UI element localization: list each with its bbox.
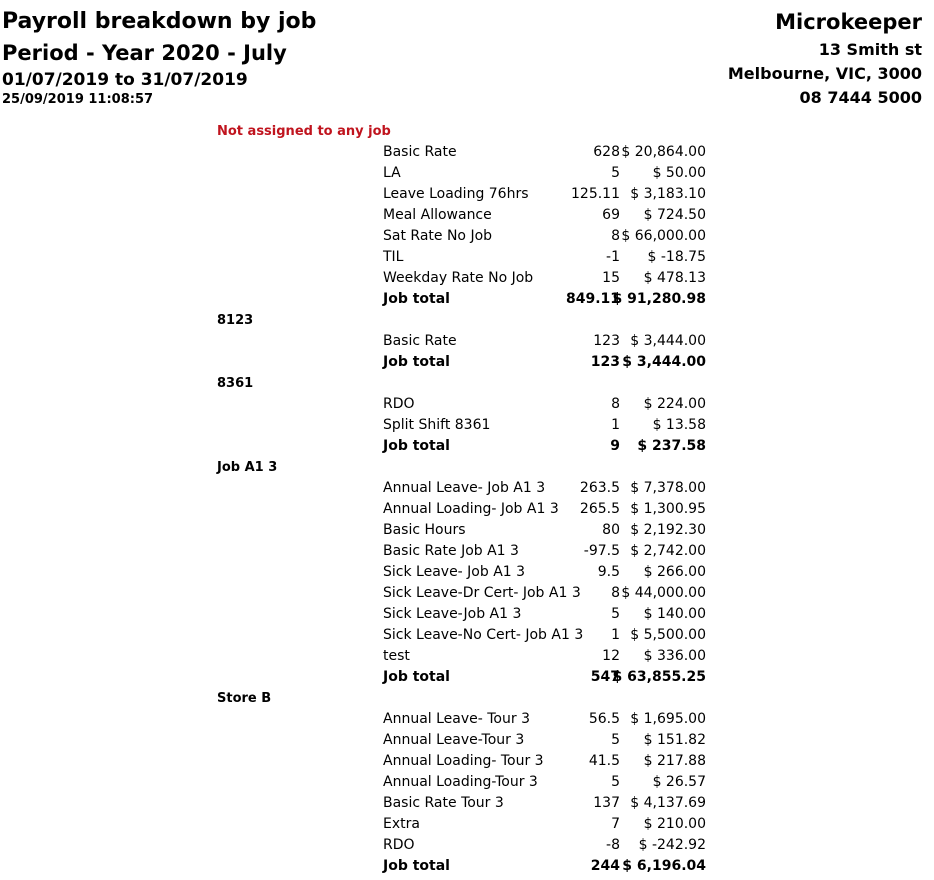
pay-item-quantity: -97.5 [583, 543, 620, 559]
pay-item-quantity: 69 [602, 207, 620, 223]
pay-item-amount: $ 2,192.30 [630, 522, 706, 538]
job-group-heading [0, 373, 934, 394]
pay-item-quantity: 628 [593, 144, 620, 160]
job-total-quantity: 244 [590, 858, 620, 874]
pay-item-row [0, 793, 934, 814]
pay-item-name: RDO [383, 396, 415, 412]
job-total-row [0, 436, 934, 457]
pay-item-quantity: 5 [611, 774, 620, 790]
pay-item-name: Basic Rate [383, 144, 457, 160]
pay-item-amount: $ 4,137.69 [630, 795, 706, 811]
pay-item-amount: $ 3,183.10 [630, 186, 706, 202]
pay-item-row [0, 226, 934, 247]
pay-item-quantity: -8 [606, 837, 620, 853]
pay-item-amount: $ 44,000.00 [621, 585, 706, 601]
pay-item-row [0, 814, 934, 835]
job-total-row [0, 856, 934, 877]
pay-item-name: Annual Leave- Tour 3 [383, 711, 530, 727]
pay-item-name: Split Shift 8361 [383, 417, 491, 433]
pay-item-quantity: 5 [611, 732, 620, 748]
pay-item-name: Sat Rate No Job [383, 228, 493, 244]
job-total-amount: $ 91,280.98 [612, 291, 706, 307]
pay-item-amount: $ 5,500.00 [630, 627, 706, 643]
pay-item-name: Annual Leave- Job A1 3 [383, 480, 546, 496]
pay-item-name: Annual Loading- Tour 3 [383, 753, 544, 769]
job-total-quantity: 123 [590, 354, 620, 370]
pay-item-quantity: 8 [611, 396, 620, 412]
pay-item-row [0, 583, 934, 604]
pay-item-quantity: 263.5 [579, 480, 620, 496]
job-group-name: Not assigned to any job [217, 124, 391, 139]
pay-item-name: Annual Leave-Tour 3 [383, 732, 525, 748]
job-group-name: 8361 [217, 376, 254, 391]
pay-item-name: TIL [383, 249, 404, 265]
pay-item-quantity: 8 [611, 228, 620, 244]
job-total-amount: $ 3,444.00 [622, 354, 706, 370]
pay-item-amount: $ 26.57 [652, 774, 706, 790]
job-group-heading [0, 688, 934, 709]
pay-item-row [0, 562, 934, 583]
pay-item-name: Sick Leave-No Cert- Job A1 3 [383, 627, 584, 643]
pay-item-amount: $ 1,695.00 [630, 711, 706, 727]
pay-item-name: Basic Rate Job A1 3 [383, 543, 519, 559]
pay-item-quantity: 41.5 [588, 753, 620, 769]
pay-item-amount: $ 151.82 [643, 732, 706, 748]
pay-item-row [0, 415, 934, 436]
pay-item-quantity: 137 [593, 795, 620, 811]
pay-item-name: LA [383, 165, 401, 181]
pay-item-name: Annual Loading-Tour 3 [383, 774, 538, 790]
pay-item-name: Sick Leave-Job A1 3 [383, 606, 522, 622]
pay-item-row [0, 520, 934, 541]
pay-item-quantity: 56.5 [588, 711, 620, 727]
payroll-breakdown-table [0, 121, 934, 877]
pay-item-amount: $ 336.00 [643, 648, 706, 664]
pay-item-quantity: -1 [606, 249, 620, 265]
pay-item-row [0, 268, 934, 289]
pay-item-quantity: 1 [611, 627, 620, 643]
pay-item-quantity: 123 [593, 333, 620, 349]
job-group-name: 8123 [217, 313, 254, 328]
pay-item-quantity: 8 [611, 585, 620, 601]
pay-item-amount: $ 3,444.00 [630, 333, 706, 349]
pay-item-amount: $ 478.13 [643, 270, 706, 286]
pay-item-row [0, 646, 934, 667]
pay-item-row [0, 709, 934, 730]
report-date-range: 01/07/2019 to 31/07/2019 [2, 70, 248, 90]
job-total-label: Job total [383, 858, 450, 874]
pay-item-row [0, 247, 934, 268]
pay-item-amount: $ 140.00 [643, 606, 706, 622]
report-generated-timestamp: 25/09/2019 11:08:57 [2, 92, 154, 107]
job-total-row [0, 667, 934, 688]
job-total-label: Job total [383, 438, 450, 454]
pay-item-row [0, 499, 934, 520]
job-total-amount: $ 63,855.25 [612, 669, 706, 685]
pay-item-name: Sick Leave- Job A1 3 [383, 564, 526, 580]
pay-item-row [0, 751, 934, 772]
pay-item-row [0, 730, 934, 751]
pay-item-amount: $ 224.00 [643, 396, 706, 412]
pay-item-quantity: 7 [611, 816, 620, 832]
pay-item-name: Annual Loading- Job A1 3 [383, 501, 559, 517]
pay-item-name: RDO [383, 837, 415, 853]
job-total-row [0, 352, 934, 373]
pay-item-name: Extra [383, 816, 420, 832]
pay-item-row [0, 541, 934, 562]
pay-item-amount: $ -18.75 [647, 249, 706, 265]
job-total-label: Job total [383, 291, 450, 307]
pay-item-amount: $ 724.50 [643, 207, 706, 223]
report-header [2, 6, 316, 108]
pay-item-row [0, 142, 934, 163]
pay-item-row [0, 163, 934, 184]
pay-item-quantity: 1 [611, 417, 620, 433]
pay-item-row [0, 835, 934, 856]
pay-item-name: Leave Loading 76hrs [383, 186, 529, 202]
pay-item-amount: $ -242.92 [638, 837, 706, 853]
pay-item-row [0, 625, 934, 646]
job-total-quantity: 547 [590, 669, 620, 685]
pay-item-row [0, 394, 934, 415]
pay-item-name: Sick Leave-Dr Cert- Job A1 3 [383, 585, 581, 601]
job-group-heading [0, 310, 934, 331]
job-total-row [0, 289, 934, 310]
pay-item-quantity: 12 [602, 648, 620, 664]
pay-item-name: Basic Rate Tour 3 [383, 795, 504, 811]
company-name: Microkeeper [775, 10, 922, 34]
pay-item-amount: $ 2,742.00 [630, 543, 706, 559]
job-total-label: Job total [383, 669, 450, 685]
job-total-amount: $ 237.58 [637, 438, 706, 454]
pay-item-name: Meal Allowance [383, 207, 492, 223]
pay-item-row [0, 772, 934, 793]
job-total-quantity: 849.11 [565, 291, 620, 307]
job-group-name: Store B [217, 691, 272, 706]
pay-item-row [0, 184, 934, 205]
pay-item-quantity: 15 [602, 270, 620, 286]
pay-item-amount: $ 13.58 [652, 417, 706, 433]
pay-item-amount: $ 50.00 [652, 165, 706, 181]
pay-item-quantity: 125.11 [571, 186, 620, 202]
pay-item-amount: $ 210.00 [643, 816, 706, 832]
pay-item-amount: $ 217.88 [643, 753, 706, 769]
company-phone: 08 7444 5000 [799, 88, 922, 107]
job-total-label: Job total [383, 354, 450, 370]
company-city: Melbourne, VIC, 3000 [727, 64, 922, 83]
pay-item-quantity: 5 [611, 165, 620, 181]
job-total-quantity: 9 [610, 438, 620, 454]
pay-item-name: Weekday Rate No Job [383, 270, 534, 286]
report-period: Period - Year 2020 - July [2, 41, 287, 65]
pay-item-amount: $ 20,864.00 [621, 144, 706, 160]
pay-item-name: test [383, 648, 410, 664]
pay-item-name: Basic Hours [383, 522, 466, 538]
job-group-name: Job A1 3 [217, 460, 278, 475]
pay-item-amount: $ 7,378.00 [630, 480, 706, 496]
pay-item-row [0, 205, 934, 226]
report-title: Payroll breakdown by job [2, 9, 317, 34]
company-info [728, 6, 922, 110]
pay-item-row [0, 604, 934, 625]
pay-item-quantity: 9.5 [597, 564, 620, 580]
pay-item-row [0, 478, 934, 499]
job-group-heading [0, 121, 934, 142]
pay-item-quantity: 5 [611, 606, 620, 622]
job-group-heading [0, 457, 934, 478]
pay-item-name: Basic Rate [383, 333, 457, 349]
pay-item-quantity: 265.5 [579, 501, 620, 517]
pay-item-quantity: 80 [602, 522, 620, 538]
pay-item-amount: $ 1,300.95 [630, 501, 706, 517]
pay-item-row [0, 331, 934, 352]
company-street: 13 Smith st [818, 40, 922, 59]
job-total-amount: $ 6,196.04 [622, 858, 706, 874]
pay-item-amount: $ 266.00 [643, 564, 706, 580]
pay-item-amount: $ 66,000.00 [621, 228, 706, 244]
